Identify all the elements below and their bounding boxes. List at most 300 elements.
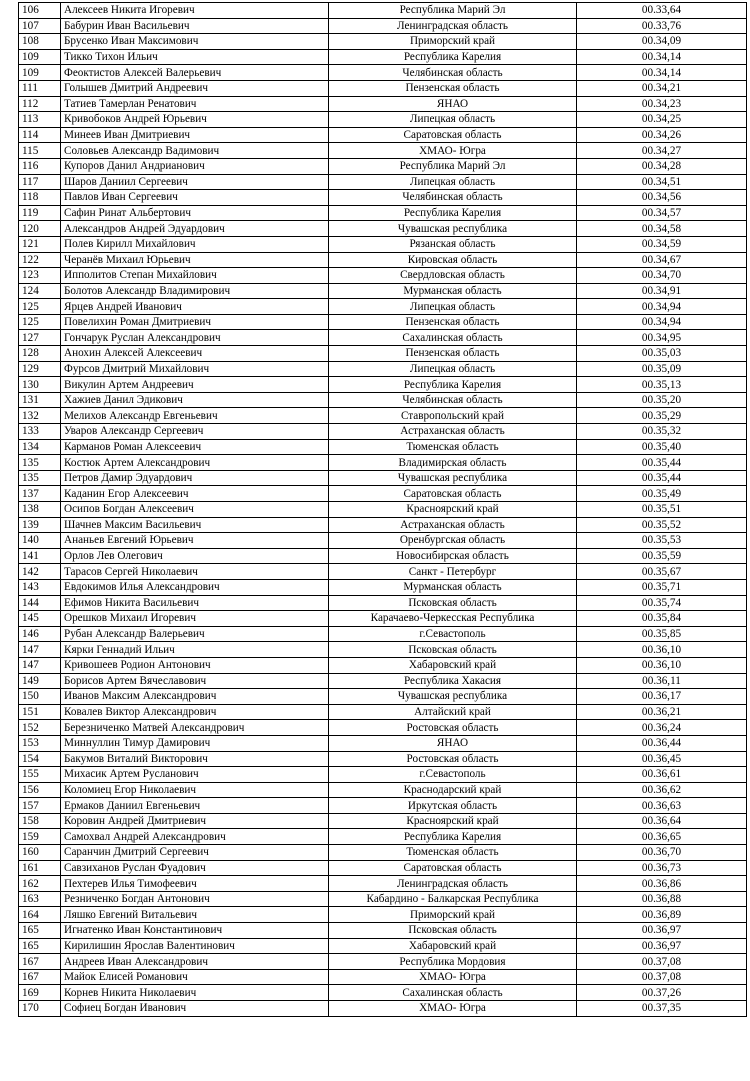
- table-row: [19, 314, 747, 330]
- region-cell: Мурманская область: [329, 579, 577, 595]
- place-cell: 116: [19, 158, 61, 174]
- table-row: [19, 236, 747, 252]
- region-cell: Республика Хакасия: [329, 673, 577, 689]
- time-cell: 00.36,86: [577, 876, 747, 892]
- athlete-name-cell: Мелихов Александр Евгеньевич: [61, 408, 329, 424]
- place-cell: 113: [19, 112, 61, 128]
- region-cell: Псковская область: [329, 923, 577, 939]
- time-cell: 00.35,03: [577, 346, 747, 362]
- place-cell: 158: [19, 813, 61, 829]
- table-row: [19, 486, 747, 502]
- table-row: [19, 424, 747, 440]
- place-cell: 154: [19, 751, 61, 767]
- place-cell: 125: [19, 299, 61, 315]
- place-cell: 107: [19, 18, 61, 34]
- place-cell: 124: [19, 283, 61, 299]
- time-cell: 00.34,25: [577, 112, 747, 128]
- athlete-name-cell: Тикко Тихон Ильич: [61, 49, 329, 65]
- place-cell: 111: [19, 80, 61, 96]
- athlete-name-cell: Бакумов Виталий Викторович: [61, 751, 329, 767]
- table-row: [19, 938, 747, 954]
- place-cell: 163: [19, 891, 61, 907]
- athlete-name-cell: Костюк Артем Александрович: [61, 455, 329, 471]
- place-cell: 161: [19, 860, 61, 876]
- time-cell: 00.35,84: [577, 611, 747, 627]
- table-row: [19, 502, 747, 518]
- place-cell: 150: [19, 689, 61, 705]
- time-cell: 00.34,94: [577, 299, 747, 315]
- region-cell: Липецкая область: [329, 174, 577, 190]
- region-cell: Ростовская область: [329, 720, 577, 736]
- time-cell: 00.36,44: [577, 735, 747, 751]
- table-row: [19, 65, 747, 81]
- place-cell: 145: [19, 611, 61, 627]
- athlete-name-cell: Александров Андрей Эдуардович: [61, 221, 329, 237]
- place-cell: 167: [19, 954, 61, 970]
- table-row: [19, 657, 747, 673]
- athlete-name-cell: Гончарук Руслан Александрович: [61, 330, 329, 346]
- region-cell: ХМАО- Югра: [329, 1001, 577, 1017]
- table-row: [19, 611, 747, 627]
- region-cell: Тюменская область: [329, 845, 577, 861]
- time-cell: 00.36,63: [577, 798, 747, 814]
- table-row: [19, 548, 747, 564]
- table-row: [19, 252, 747, 268]
- region-cell: Кировская область: [329, 252, 577, 268]
- athlete-name-cell: Кирилишин Ярослав Валентинович: [61, 938, 329, 954]
- region-cell: Рязанская область: [329, 236, 577, 252]
- time-cell: 00.35,71: [577, 579, 747, 595]
- region-cell: Ставропольский край: [329, 408, 577, 424]
- table-row: [19, 860, 747, 876]
- table-row: [19, 205, 747, 221]
- athlete-name-cell: Голышев Дмитрий Андреевич: [61, 80, 329, 96]
- table-row: [19, 283, 747, 299]
- time-cell: 00.33,64: [577, 3, 747, 19]
- time-cell: 00.36,64: [577, 813, 747, 829]
- table-row: [19, 813, 747, 829]
- table-row: [19, 689, 747, 705]
- place-cell: 140: [19, 533, 61, 549]
- time-cell: 00.36,89: [577, 907, 747, 923]
- athlete-name-cell: Феоктистов Алексей Валерьевич: [61, 65, 329, 81]
- region-cell: Ленинградская область: [329, 876, 577, 892]
- results-table: [18, 2, 747, 1017]
- table-row: [19, 96, 747, 112]
- place-cell: 135: [19, 470, 61, 486]
- place-cell: 112: [19, 96, 61, 112]
- athlete-name-cell: Каданин Егор Алексеевич: [61, 486, 329, 502]
- athlete-name-cell: Кривошеев Родион Антонович: [61, 657, 329, 673]
- athlete-name-cell: Повелихин Роман Дмитриевич: [61, 314, 329, 330]
- table-row: [19, 767, 747, 783]
- time-cell: 00.37,35: [577, 1001, 747, 1017]
- athlete-name-cell: Павлов Иван Сергеевич: [61, 190, 329, 206]
- region-cell: г.Севастополь: [329, 767, 577, 783]
- time-cell: 00.34,91: [577, 283, 747, 299]
- table-row: [19, 923, 747, 939]
- athlete-name-cell: Михасик Артем Русланович: [61, 767, 329, 783]
- table-row: [19, 891, 747, 907]
- time-cell: 00.36,61: [577, 767, 747, 783]
- athlete-name-cell: Ляшко Евгений Витальевич: [61, 907, 329, 923]
- athlete-name-cell: Миннуллин Тимур Дамирович: [61, 735, 329, 751]
- time-cell: 00.36,45: [577, 751, 747, 767]
- place-cell: 137: [19, 486, 61, 502]
- place-cell: 152: [19, 720, 61, 736]
- region-cell: Чувашская республика: [329, 221, 577, 237]
- table-row: [19, 673, 747, 689]
- table-row: [19, 408, 747, 424]
- athlete-name-cell: Шаров Даниил Сергеевич: [61, 174, 329, 190]
- place-cell: 139: [19, 517, 61, 533]
- region-cell: Республика Карелия: [329, 829, 577, 845]
- time-cell: 00.35,53: [577, 533, 747, 549]
- place-cell: 164: [19, 907, 61, 923]
- table-row: [19, 985, 747, 1001]
- athlete-name-cell: Черанёв Михаил Юрьевич: [61, 252, 329, 268]
- place-cell: 165: [19, 923, 61, 939]
- athlete-name-cell: Карманов Роман Алексеевич: [61, 439, 329, 455]
- place-cell: 147: [19, 657, 61, 673]
- time-cell: 00.34,56: [577, 190, 747, 206]
- place-cell: 108: [19, 34, 61, 50]
- region-cell: Приморский край: [329, 907, 577, 923]
- place-cell: 159: [19, 829, 61, 845]
- table-row: [19, 18, 747, 34]
- region-cell: Кабардино - Балкарская Республика: [329, 891, 577, 907]
- athlete-name-cell: Соловьев Александр Вадимович: [61, 143, 329, 159]
- place-cell: 109: [19, 65, 61, 81]
- time-cell: 00.34,14: [577, 65, 747, 81]
- region-cell: Владимирская область: [329, 455, 577, 471]
- region-cell: Челябинская область: [329, 392, 577, 408]
- time-cell: 00.36,70: [577, 845, 747, 861]
- place-cell: 167: [19, 969, 61, 985]
- region-cell: Республика Марий Эл: [329, 158, 577, 174]
- place-cell: 160: [19, 845, 61, 861]
- table-row: [19, 470, 747, 486]
- athlete-name-cell: Резниченко Богдан Антонович: [61, 891, 329, 907]
- region-cell: ХМАО- Югра: [329, 143, 577, 159]
- place-cell: 143: [19, 579, 61, 595]
- time-cell: 00.35,59: [577, 548, 747, 564]
- region-cell: г.Севастополь: [329, 626, 577, 642]
- place-cell: 156: [19, 782, 61, 798]
- time-cell: 00.35,44: [577, 470, 747, 486]
- region-cell: Ленинградская область: [329, 18, 577, 34]
- place-cell: 146: [19, 626, 61, 642]
- table-row: [19, 190, 747, 206]
- region-cell: Карачаево-Черкесская Республика: [329, 611, 577, 627]
- region-cell: Чувашская республика: [329, 470, 577, 486]
- athlete-name-cell: Тарасов Сергей Николаевич: [61, 564, 329, 580]
- time-cell: 00.34,57: [577, 205, 747, 221]
- region-cell: Псковская область: [329, 642, 577, 658]
- athlete-name-cell: Анохин Алексей Алексеевич: [61, 346, 329, 362]
- table-row: [19, 595, 747, 611]
- region-cell: Новосибирская область: [329, 548, 577, 564]
- athlete-name-cell: Саранчин Дмитрий Сергеевич: [61, 845, 329, 861]
- athlete-name-cell: Андреев Иван Александрович: [61, 954, 329, 970]
- time-cell: 00.36,24: [577, 720, 747, 736]
- athlete-name-cell: Иванов Максим Александрович: [61, 689, 329, 705]
- region-cell: Челябинская область: [329, 190, 577, 206]
- place-cell: 147: [19, 642, 61, 658]
- time-cell: 00.34,59: [577, 236, 747, 252]
- time-cell: 00.35,74: [577, 595, 747, 611]
- time-cell: 00.34,23: [577, 96, 747, 112]
- region-cell: Псковская область: [329, 595, 577, 611]
- time-cell: 00.37,26: [577, 985, 747, 1001]
- time-cell: 00.35,13: [577, 377, 747, 393]
- time-cell: 00.33,76: [577, 18, 747, 34]
- time-cell: 00.35,49: [577, 486, 747, 502]
- table-row: [19, 377, 747, 393]
- time-cell: 00.34,09: [577, 34, 747, 50]
- table-row: [19, 3, 747, 19]
- region-cell: ЯНАО: [329, 96, 577, 112]
- place-cell: 170: [19, 1001, 61, 1017]
- time-cell: 00.36,11: [577, 673, 747, 689]
- region-cell: Пензенская область: [329, 80, 577, 96]
- region-cell: Свердловская область: [329, 268, 577, 284]
- table-row: [19, 268, 747, 284]
- region-cell: Саратовская область: [329, 127, 577, 143]
- athlete-name-cell: Ананьев Евгений Юрьевич: [61, 533, 329, 549]
- place-cell: 119: [19, 205, 61, 221]
- athlete-name-cell: Ипполитов Степан Михайлович: [61, 268, 329, 284]
- region-cell: Хабаровский край: [329, 938, 577, 954]
- place-cell: 162: [19, 876, 61, 892]
- athlete-name-cell: Петров Дамир Эдуардович: [61, 470, 329, 486]
- athlete-name-cell: Орешков Михаил Игоревич: [61, 611, 329, 627]
- athlete-name-cell: Рубан Александр Валерьевич: [61, 626, 329, 642]
- region-cell: ХМАО- Югра: [329, 969, 577, 985]
- place-cell: 132: [19, 408, 61, 424]
- table-row: [19, 564, 747, 580]
- region-cell: Липецкая область: [329, 361, 577, 377]
- table-row: [19, 969, 747, 985]
- time-cell: 00.35,85: [577, 626, 747, 642]
- athlete-name-cell: Кривобоков Андрей Юрьевич: [61, 112, 329, 128]
- time-cell: 00.36,10: [577, 657, 747, 673]
- time-cell: 00.35,40: [577, 439, 747, 455]
- table-row: [19, 174, 747, 190]
- table-row: [19, 782, 747, 798]
- place-cell: 125: [19, 314, 61, 330]
- time-cell: 00.35,32: [577, 424, 747, 440]
- time-cell: 00.34,95: [577, 330, 747, 346]
- region-cell: Челябинская область: [329, 65, 577, 81]
- athlete-name-cell: Фурсов Дмитрий Михайлович: [61, 361, 329, 377]
- athlete-name-cell: Сафин Ринат Альбертович: [61, 205, 329, 221]
- region-cell: Липецкая область: [329, 299, 577, 315]
- place-cell: 118: [19, 190, 61, 206]
- place-cell: 135: [19, 455, 61, 471]
- table-row: [19, 158, 747, 174]
- place-cell: 115: [19, 143, 61, 159]
- time-cell: 00.36,65: [577, 829, 747, 845]
- athlete-name-cell: Ермаков Даниил Евгеньевич: [61, 798, 329, 814]
- table-row: [19, 112, 747, 128]
- time-cell: 00.35,09: [577, 361, 747, 377]
- time-cell: 00.36,88: [577, 891, 747, 907]
- place-cell: 122: [19, 252, 61, 268]
- region-cell: Тюменская область: [329, 439, 577, 455]
- region-cell: Республика Марий Эл: [329, 3, 577, 19]
- table-row: [19, 720, 747, 736]
- table-row: [19, 330, 747, 346]
- place-cell: 155: [19, 767, 61, 783]
- athlete-name-cell: Викулин Артем Андреевич: [61, 377, 329, 393]
- place-cell: 120: [19, 221, 61, 237]
- place-cell: 138: [19, 502, 61, 518]
- athlete-name-cell: Софиец Богдан Иванович: [61, 1001, 329, 1017]
- region-cell: Пензенская область: [329, 314, 577, 330]
- table-row: [19, 517, 747, 533]
- table-row: [19, 751, 747, 767]
- time-cell: 00.36,73: [577, 860, 747, 876]
- table-row: [19, 221, 747, 237]
- region-cell: ЯНАО: [329, 735, 577, 751]
- region-cell: Саратовская область: [329, 486, 577, 502]
- region-cell: Красноярский край: [329, 813, 577, 829]
- place-cell: 134: [19, 439, 61, 455]
- region-cell: Республика Мордовия: [329, 954, 577, 970]
- athlete-name-cell: Брусенко Иван Максимович: [61, 34, 329, 50]
- results-table-body: [19, 3, 747, 1017]
- table-row: [19, 299, 747, 315]
- time-cell: 00.34,51: [577, 174, 747, 190]
- table-row: [19, 34, 747, 50]
- time-cell: 00.35,67: [577, 564, 747, 580]
- region-cell: Ростовская область: [329, 751, 577, 767]
- place-cell: 109: [19, 49, 61, 65]
- region-cell: Сахалинская область: [329, 330, 577, 346]
- table-row: [19, 626, 747, 642]
- place-cell: 153: [19, 735, 61, 751]
- region-cell: Алтайский край: [329, 704, 577, 720]
- time-cell: 00.37,08: [577, 969, 747, 985]
- region-cell: Красноярский край: [329, 502, 577, 518]
- region-cell: Краснодарский край: [329, 782, 577, 798]
- table-row: [19, 798, 747, 814]
- time-cell: 00.36,62: [577, 782, 747, 798]
- place-cell: 117: [19, 174, 61, 190]
- table-row: [19, 143, 747, 159]
- table-row: [19, 392, 747, 408]
- athlete-name-cell: Майок Елисей Романович: [61, 969, 329, 985]
- athlete-name-cell: Самохвал Андрей Александрович: [61, 829, 329, 845]
- place-cell: 142: [19, 564, 61, 580]
- table-row: [19, 127, 747, 143]
- athlete-name-cell: Кярки Геннадий Ильич: [61, 642, 329, 658]
- athlete-name-cell: Ефимов Никита Васильевич: [61, 595, 329, 611]
- athlete-name-cell: Шачнев Максим Васильевич: [61, 517, 329, 533]
- place-cell: 151: [19, 704, 61, 720]
- table-row: [19, 954, 747, 970]
- place-cell: 106: [19, 3, 61, 19]
- table-row: [19, 1001, 747, 1017]
- region-cell: Приморский край: [329, 34, 577, 50]
- athlete-name-cell: Хажиев Данил Эдикович: [61, 392, 329, 408]
- table-row: [19, 80, 747, 96]
- athlete-name-cell: Евдокимов Илья Александрович: [61, 579, 329, 595]
- region-cell: Мурманская область: [329, 283, 577, 299]
- time-cell: 00.36,17: [577, 689, 747, 705]
- athlete-name-cell: Алексеев Никита Игоревич: [61, 3, 329, 19]
- place-cell: 127: [19, 330, 61, 346]
- time-cell: 00.36,97: [577, 938, 747, 954]
- athlete-name-cell: Бабурин Иван Васильевич: [61, 18, 329, 34]
- table-row: [19, 704, 747, 720]
- region-cell: Астраханская область: [329, 424, 577, 440]
- athlete-name-cell: Пехтерев Илья Тимофеевич: [61, 876, 329, 892]
- time-cell: 00.34,70: [577, 268, 747, 284]
- table-row: [19, 361, 747, 377]
- athlete-name-cell: Ярцев Андрей Иванович: [61, 299, 329, 315]
- time-cell: 00.35,51: [577, 502, 747, 518]
- athlete-name-cell: Полев Кирилл Михайлович: [61, 236, 329, 252]
- time-cell: 00.36,97: [577, 923, 747, 939]
- time-cell: 00.36,21: [577, 704, 747, 720]
- athlete-name-cell: Савзиханов Руслан Фуадович: [61, 860, 329, 876]
- place-cell: 157: [19, 798, 61, 814]
- athlete-name-cell: Игнатенко Иван Константинович: [61, 923, 329, 939]
- table-row: [19, 642, 747, 658]
- time-cell: 00.34,14: [577, 49, 747, 65]
- time-cell: 00.35,20: [577, 392, 747, 408]
- table-row: [19, 876, 747, 892]
- table-row: [19, 439, 747, 455]
- athlete-name-cell: Татиев Тамерлан Ренатович: [61, 96, 329, 112]
- athlete-name-cell: Коровин Андрей Дмитриевич: [61, 813, 329, 829]
- time-cell: 00.35,29: [577, 408, 747, 424]
- place-cell: 133: [19, 424, 61, 440]
- athlete-name-cell: Болотов Александр Владимирович: [61, 283, 329, 299]
- time-cell: 00.34,94: [577, 314, 747, 330]
- athlete-name-cell: Купоров Данил Андрианович: [61, 158, 329, 174]
- region-cell: Хабаровский край: [329, 657, 577, 673]
- time-cell: 00.34,28: [577, 158, 747, 174]
- table-row: [19, 845, 747, 861]
- region-cell: Чувашская республика: [329, 689, 577, 705]
- place-cell: 149: [19, 673, 61, 689]
- region-cell: Астраханская область: [329, 517, 577, 533]
- time-cell: 00.36,10: [577, 642, 747, 658]
- table-row: [19, 533, 747, 549]
- region-cell: Саратовская область: [329, 860, 577, 876]
- region-cell: Иркутская область: [329, 798, 577, 814]
- athlete-name-cell: Корнев Никита Николаевич: [61, 985, 329, 1001]
- region-cell: Пензенская область: [329, 346, 577, 362]
- place-cell: 131: [19, 392, 61, 408]
- athlete-name-cell: Минеев Иван Дмитриевич: [61, 127, 329, 143]
- athlete-name-cell: Орлов Лев Олегович: [61, 548, 329, 564]
- time-cell: 00.34,67: [577, 252, 747, 268]
- region-cell: Республика Карелия: [329, 49, 577, 65]
- table-row: [19, 455, 747, 471]
- region-cell: Липецкая область: [329, 112, 577, 128]
- time-cell: 00.37,08: [577, 954, 747, 970]
- time-cell: 00.35,52: [577, 517, 747, 533]
- time-cell: 00.34,26: [577, 127, 747, 143]
- time-cell: 00.35,44: [577, 455, 747, 471]
- time-cell: 00.34,21: [577, 80, 747, 96]
- place-cell: 141: [19, 548, 61, 564]
- athlete-name-cell: Осипов Богдан Алексеевич: [61, 502, 329, 518]
